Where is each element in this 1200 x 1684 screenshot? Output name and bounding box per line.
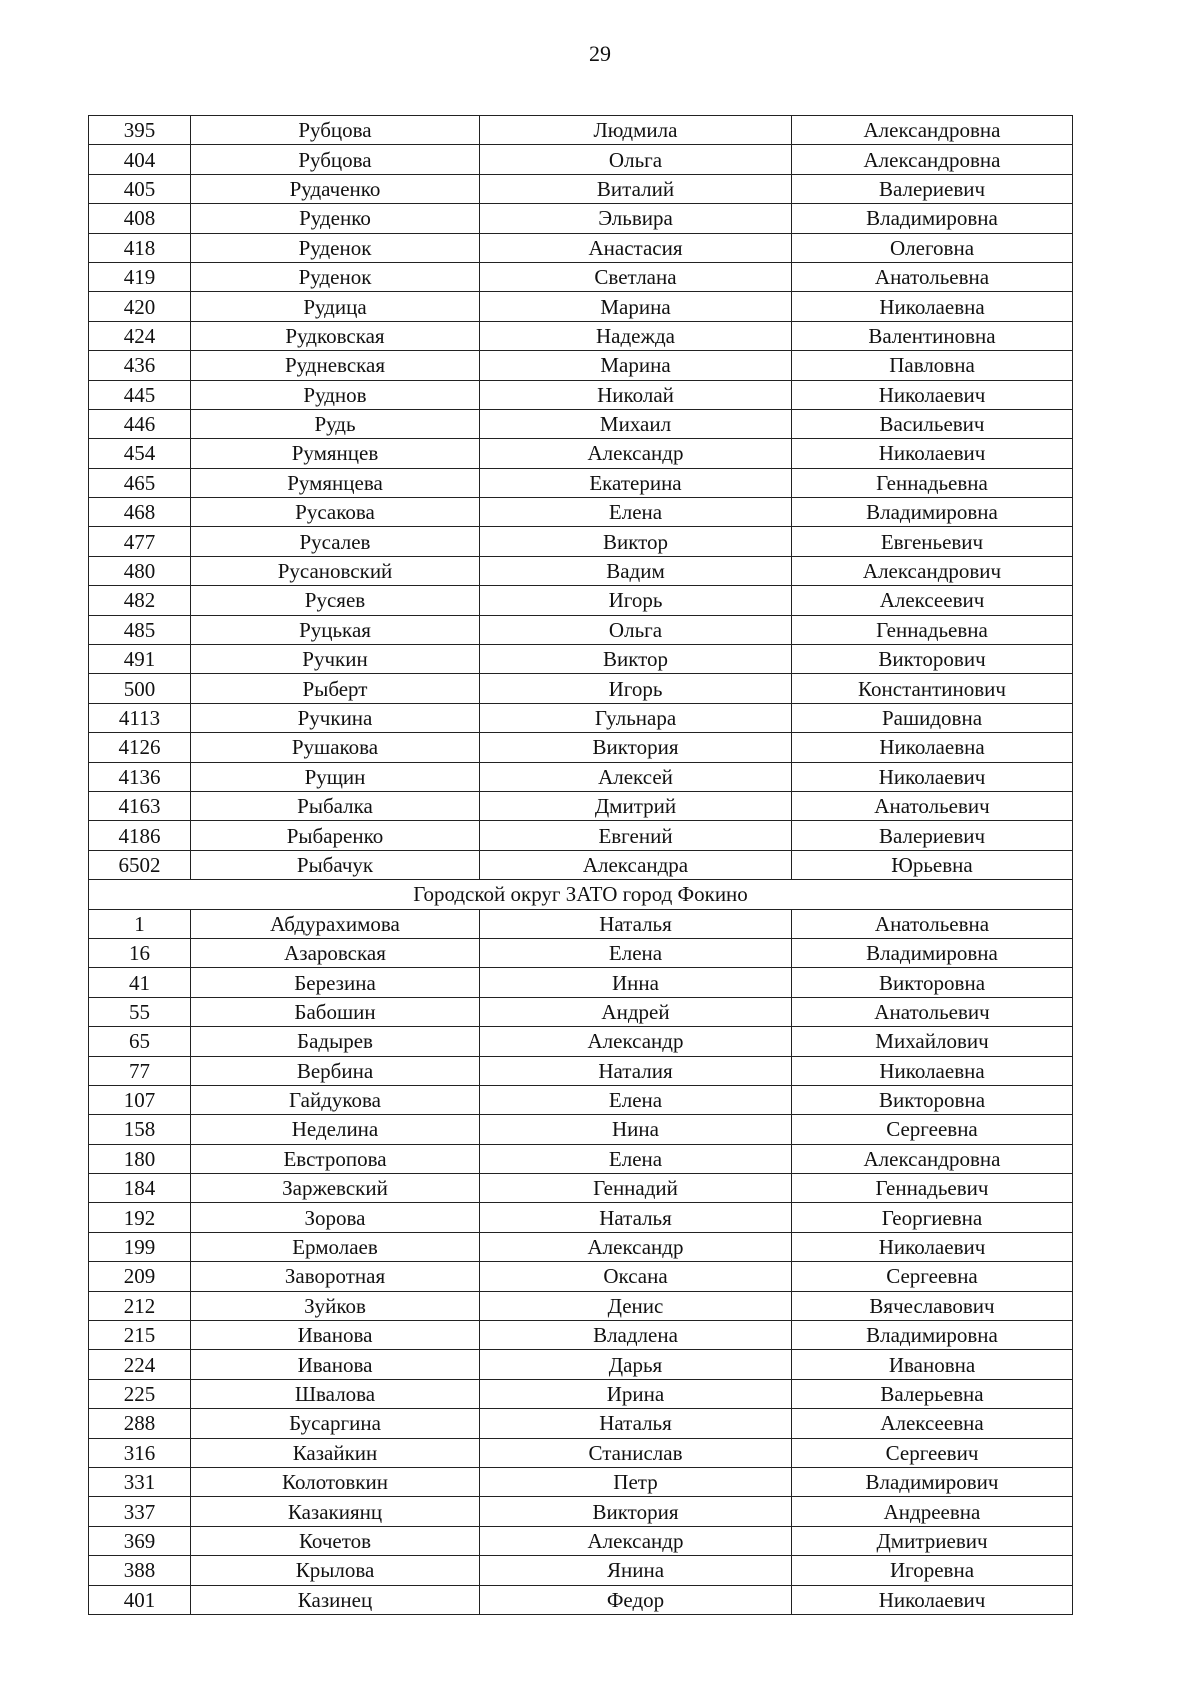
cell-patronymic: Николаевич	[792, 762, 1073, 791]
cell-patronymic: Михайлович	[792, 1027, 1073, 1056]
cell-patronymic: Рашидовна	[792, 703, 1073, 732]
table-row	[89, 1144, 1073, 1173]
cell-number: 485	[89, 615, 191, 644]
cell-patronymic: Дмитриевич	[792, 1526, 1073, 1555]
cell-last-name: Русановский	[191, 556, 480, 585]
cell-first-name: Елена	[480, 1144, 792, 1173]
cell-number: 4186	[89, 821, 191, 850]
cell-patronymic: Викторовна	[792, 968, 1073, 997]
cell-number: 225	[89, 1379, 191, 1408]
cell-first-name: Елена	[480, 498, 792, 527]
cell-number: 288	[89, 1409, 191, 1438]
table-row	[89, 615, 1073, 644]
cell-last-name: Колотовкин	[191, 1467, 480, 1496]
table-row	[89, 380, 1073, 409]
table-row	[89, 703, 1073, 732]
cell-patronymic: Николаевич	[792, 1585, 1073, 1614]
cell-number: 404	[89, 145, 191, 174]
cell-number: 1	[89, 909, 191, 938]
cell-first-name: Гульнара	[480, 703, 792, 732]
cell-number: 401	[89, 1585, 191, 1614]
cell-last-name: Зорова	[191, 1203, 480, 1232]
table-row	[89, 586, 1073, 615]
cell-number: 446	[89, 409, 191, 438]
cell-last-name: Рубцова	[191, 116, 480, 145]
table-row	[89, 262, 1073, 291]
cell-first-name: Александр	[480, 1232, 792, 1261]
cell-patronymic: Александровна	[792, 145, 1073, 174]
cell-last-name: Рыбачук	[191, 850, 480, 879]
cell-patronymic: Игоревна	[792, 1556, 1073, 1585]
cell-patronymic: Александровна	[792, 1144, 1073, 1173]
cell-number: 420	[89, 292, 191, 321]
cell-first-name: Станислав	[480, 1438, 792, 1467]
cell-last-name: Руденок	[191, 233, 480, 262]
cell-patronymic: Владимирович	[792, 1467, 1073, 1496]
cell-first-name: Михаил	[480, 409, 792, 438]
table-row	[89, 1409, 1073, 1438]
cell-number: 405	[89, 174, 191, 203]
cell-number: 199	[89, 1232, 191, 1261]
cell-number: 55	[89, 997, 191, 1026]
table-row	[89, 1556, 1073, 1585]
cell-number: 454	[89, 439, 191, 468]
cell-patronymic: Владимировна	[792, 938, 1073, 967]
cell-last-name: Вербина	[191, 1056, 480, 1085]
cell-last-name: Неделина	[191, 1115, 480, 1144]
cell-first-name: Петр	[480, 1467, 792, 1496]
cell-first-name: Игорь	[480, 674, 792, 703]
cell-patronymic: Георгиевна	[792, 1203, 1073, 1232]
cell-patronymic: Владимировна	[792, 1321, 1073, 1350]
cell-first-name: Игорь	[480, 586, 792, 615]
cell-first-name: Геннадий	[480, 1174, 792, 1203]
cell-first-name: Дмитрий	[480, 791, 792, 820]
cell-first-name: Ольга	[480, 145, 792, 174]
table-row	[89, 791, 1073, 820]
cell-last-name: Бабошин	[191, 997, 480, 1026]
cell-first-name: Николай	[480, 380, 792, 409]
cell-first-name: Елена	[480, 938, 792, 967]
table-row	[89, 556, 1073, 585]
cell-patronymic: Владимировна	[792, 498, 1073, 527]
table-row	[89, 1056, 1073, 1085]
cell-patronymic: Викторович	[792, 645, 1073, 674]
cell-last-name: Рудь	[191, 409, 480, 438]
cell-first-name: Александр	[480, 1027, 792, 1056]
cell-number: 337	[89, 1497, 191, 1526]
cell-first-name: Наталья	[480, 1203, 792, 1232]
table-row	[89, 1027, 1073, 1056]
table-row	[89, 1262, 1073, 1291]
table-row	[89, 409, 1073, 438]
cell-patronymic: Евгеньевич	[792, 527, 1073, 556]
cell-last-name: Бадырев	[191, 1027, 480, 1056]
cell-number: 107	[89, 1085, 191, 1114]
cell-first-name: Наталья	[480, 1409, 792, 1438]
cell-patronymic: Валерьевна	[792, 1379, 1073, 1408]
cell-number: 482	[89, 586, 191, 615]
table-row	[89, 762, 1073, 791]
cell-last-name: Иванова	[191, 1350, 480, 1379]
cell-number: 209	[89, 1262, 191, 1291]
cell-last-name: Рудковская	[191, 321, 480, 350]
cell-number: 419	[89, 262, 191, 291]
cell-first-name: Александр	[480, 439, 792, 468]
cell-patronymic: Константинович	[792, 674, 1073, 703]
cell-last-name: Заворотная	[191, 1262, 480, 1291]
cell-first-name: Инна	[480, 968, 792, 997]
cell-patronymic: Геннадьевна	[792, 615, 1073, 644]
cell-patronymic: Сергеевна	[792, 1262, 1073, 1291]
cell-number: 369	[89, 1526, 191, 1555]
cell-first-name: Федор	[480, 1585, 792, 1614]
cell-last-name: Руднов	[191, 380, 480, 409]
cell-number: 65	[89, 1027, 191, 1056]
section-title: Городской округ ЗАТО город Фокино	[89, 880, 1073, 909]
cell-patronymic: Юрьевна	[792, 850, 1073, 879]
cell-last-name: Казакиянц	[191, 1497, 480, 1526]
cell-last-name: Рудневская	[191, 351, 480, 380]
cell-number: 395	[89, 116, 191, 145]
cell-last-name: Румянцев	[191, 439, 480, 468]
table-row	[89, 351, 1073, 380]
cell-patronymic: Олеговна	[792, 233, 1073, 262]
cell-last-name: Абдурахимова	[191, 909, 480, 938]
cell-last-name: Румянцева	[191, 468, 480, 497]
cell-last-name: Азаровская	[191, 938, 480, 967]
cell-last-name: Ручкин	[191, 645, 480, 674]
cell-number: 468	[89, 498, 191, 527]
table-row	[89, 1379, 1073, 1408]
cell-patronymic: Геннадьевич	[792, 1174, 1073, 1203]
cell-patronymic: Николаевна	[792, 292, 1073, 321]
cell-patronymic: Владимировна	[792, 204, 1073, 233]
cell-patronymic: Вячеславович	[792, 1291, 1073, 1320]
cell-number: 224	[89, 1350, 191, 1379]
table-row	[89, 321, 1073, 350]
cell-first-name: Ольга	[480, 615, 792, 644]
cell-number: 331	[89, 1467, 191, 1496]
cell-first-name: Светлана	[480, 262, 792, 291]
cell-patronymic: Александровна	[792, 116, 1073, 145]
table-row	[89, 527, 1073, 556]
cell-number: 4113	[89, 703, 191, 732]
cell-patronymic: Николаевич	[792, 380, 1073, 409]
table-row	[89, 468, 1073, 497]
table-row	[89, 439, 1073, 468]
cell-first-name: Александр	[480, 1526, 792, 1555]
cell-patronymic: Анатольевна	[792, 262, 1073, 291]
cell-first-name: Екатерина	[480, 468, 792, 497]
cell-number: 477	[89, 527, 191, 556]
cell-number: 491	[89, 645, 191, 674]
cell-last-name: Рудица	[191, 292, 480, 321]
cell-first-name: Виктор	[480, 645, 792, 674]
cell-first-name: Вадим	[480, 556, 792, 585]
cell-number: 41	[89, 968, 191, 997]
table-row	[89, 821, 1073, 850]
cell-first-name: Марина	[480, 351, 792, 380]
cell-last-name: Ручкина	[191, 703, 480, 732]
cell-first-name: Дарья	[480, 1350, 792, 1379]
cell-last-name: Рушакова	[191, 733, 480, 762]
cell-first-name: Евгений	[480, 821, 792, 850]
cell-patronymic: Сергеевич	[792, 1438, 1073, 1467]
cell-last-name: Евстропова	[191, 1144, 480, 1173]
cell-patronymic: Анатольевич	[792, 997, 1073, 1026]
table-row	[89, 645, 1073, 674]
cell-number: 316	[89, 1438, 191, 1467]
cell-patronymic: Алексеевна	[792, 1409, 1073, 1438]
table-row	[89, 1585, 1073, 1614]
cell-last-name: Руденко	[191, 204, 480, 233]
cell-patronymic: Николаевна	[792, 733, 1073, 762]
cell-number: 388	[89, 1556, 191, 1585]
roster-table-body	[89, 116, 1073, 1615]
cell-first-name: Александра	[480, 850, 792, 879]
table-row	[89, 1350, 1073, 1379]
table-row	[89, 1497, 1073, 1526]
table-row	[89, 174, 1073, 203]
table-row	[89, 674, 1073, 703]
cell-patronymic: Андреевна	[792, 1497, 1073, 1526]
cell-last-name: Крылова	[191, 1556, 480, 1585]
cell-first-name: Виктор	[480, 527, 792, 556]
table-row	[89, 1321, 1073, 1350]
cell-first-name: Владлена	[480, 1321, 792, 1350]
cell-first-name: Людмила	[480, 116, 792, 145]
cell-patronymic: Александрович	[792, 556, 1073, 585]
cell-patronymic: Алексеевич	[792, 586, 1073, 615]
cell-first-name: Алексей	[480, 762, 792, 791]
cell-patronymic: Васильевич	[792, 409, 1073, 438]
table-row	[89, 292, 1073, 321]
table-row	[89, 1115, 1073, 1144]
cell-last-name: Кочетов	[191, 1526, 480, 1555]
cell-last-name: Ермолаев	[191, 1232, 480, 1261]
cell-patronymic: Валентиновна	[792, 321, 1073, 350]
table-row	[89, 498, 1073, 527]
table-row	[89, 204, 1073, 233]
cell-patronymic: Викторовна	[792, 1085, 1073, 1114]
cell-last-name: Казайкин	[191, 1438, 480, 1467]
cell-number: 424	[89, 321, 191, 350]
table-row	[89, 909, 1073, 938]
cell-patronymic: Николаевна	[792, 1056, 1073, 1085]
cell-last-name: Русяев	[191, 586, 480, 615]
cell-number: 418	[89, 233, 191, 262]
table-row	[89, 733, 1073, 762]
cell-patronymic: Павловна	[792, 351, 1073, 380]
cell-last-name: Швалова	[191, 1379, 480, 1408]
cell-number: 16	[89, 938, 191, 967]
table-row	[89, 1203, 1073, 1232]
cell-patronymic: Анатольевич	[792, 791, 1073, 820]
cell-last-name: Рубцова	[191, 145, 480, 174]
cell-last-name: Русалев	[191, 527, 480, 556]
cell-number: 445	[89, 380, 191, 409]
cell-first-name: Надежда	[480, 321, 792, 350]
cell-number: 480	[89, 556, 191, 585]
cell-first-name: Оксана	[480, 1262, 792, 1291]
cell-last-name: Рудаченко	[191, 174, 480, 203]
page-number: 29	[589, 41, 611, 66]
cell-first-name: Марина	[480, 292, 792, 321]
cell-number: 192	[89, 1203, 191, 1232]
cell-last-name: Рыбаренко	[191, 821, 480, 850]
cell-last-name: Гайдукова	[191, 1085, 480, 1114]
cell-patronymic: Валериевич	[792, 821, 1073, 850]
table-row	[89, 968, 1073, 997]
table-row	[89, 850, 1073, 879]
table-row	[89, 1174, 1073, 1203]
cell-last-name: Русакова	[191, 498, 480, 527]
cell-number: 77	[89, 1056, 191, 1085]
cell-first-name: Виктория	[480, 733, 792, 762]
table-row	[89, 1467, 1073, 1496]
table-row	[89, 1438, 1073, 1467]
table-row	[89, 1232, 1073, 1261]
cell-patronymic: Сергеевна	[792, 1115, 1073, 1144]
cell-last-name: Бусаргина	[191, 1409, 480, 1438]
cell-number: 158	[89, 1115, 191, 1144]
cell-first-name: Нина	[480, 1115, 792, 1144]
cell-number: 465	[89, 468, 191, 497]
cell-number: 408	[89, 204, 191, 233]
cell-first-name: Эльвира	[480, 204, 792, 233]
table-row	[89, 116, 1073, 145]
cell-first-name: Наталья	[480, 909, 792, 938]
table-row	[89, 233, 1073, 262]
cell-patronymic: Ивановна	[792, 1350, 1073, 1379]
section-header-row	[89, 880, 1073, 909]
cell-number: 212	[89, 1291, 191, 1320]
cell-patronymic: Анатольевна	[792, 909, 1073, 938]
cell-number: 184	[89, 1174, 191, 1203]
cell-number: 4136	[89, 762, 191, 791]
roster-table	[88, 115, 1073, 1615]
table-row	[89, 938, 1073, 967]
cell-number: 215	[89, 1321, 191, 1350]
cell-first-name: Виталий	[480, 174, 792, 203]
cell-last-name: Березина	[191, 968, 480, 997]
cell-patronymic: Николаевич	[792, 1232, 1073, 1261]
cell-last-name: Рущин	[191, 762, 480, 791]
table-row	[89, 145, 1073, 174]
cell-first-name: Ирина	[480, 1379, 792, 1408]
cell-number: 180	[89, 1144, 191, 1173]
cell-number: 4126	[89, 733, 191, 762]
cell-first-name: Анастасия	[480, 233, 792, 262]
cell-patronymic: Геннадьевна	[792, 468, 1073, 497]
cell-last-name: Казинец	[191, 1585, 480, 1614]
table-row	[89, 1085, 1073, 1114]
cell-number: 6502	[89, 850, 191, 879]
cell-first-name: Денис	[480, 1291, 792, 1320]
table-row	[89, 1526, 1073, 1555]
cell-last-name: Зуйков	[191, 1291, 480, 1320]
cell-patronymic: Валериевич	[792, 174, 1073, 203]
cell-first-name: Виктория	[480, 1497, 792, 1526]
cell-number: 500	[89, 674, 191, 703]
cell-patronymic: Николаевич	[792, 439, 1073, 468]
cell-last-name: Рыбалка	[191, 791, 480, 820]
cell-first-name: Елена	[480, 1085, 792, 1114]
cell-first-name: Наталия	[480, 1056, 792, 1085]
table-row	[89, 997, 1073, 1026]
cell-last-name: Иванова	[191, 1321, 480, 1350]
cell-first-name: Андрей	[480, 997, 792, 1026]
cell-number: 4163	[89, 791, 191, 820]
cell-last-name: Рыберт	[191, 674, 480, 703]
cell-last-name: Руцькая	[191, 615, 480, 644]
cell-number: 436	[89, 351, 191, 380]
cell-last-name: Руденок	[191, 262, 480, 291]
cell-last-name: Заржевский	[191, 1174, 480, 1203]
cell-first-name: Янина	[480, 1556, 792, 1585]
table-row	[89, 1291, 1073, 1320]
